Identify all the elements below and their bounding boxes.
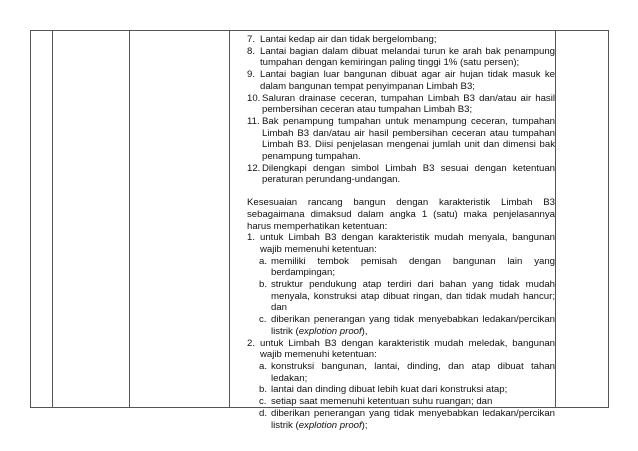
sub-item-text: lantai dan dinding dibuat lebih kuat dari konstruksi atap; [271, 384, 508, 396]
column-divider [229, 31, 230, 407]
sub-item-letter: c. [259, 396, 267, 408]
item-number: 8. [247, 45, 256, 57]
sub-item-text: struktur pendukung atap terdiri dari bahan yang tidak mudah menyala, konstruksi atap dibuat ringan, dan tidak mudah hancur; dan [271, 279, 555, 314]
sub-item-letter: c. [259, 314, 267, 326]
item-number: 12. [247, 162, 261, 174]
sub-item [247, 256, 555, 279]
sub-item-suffix: ); [361, 419, 368, 431]
intro-paragraph: Kesesuaian rancang bangun dengan karakteristik Limbah B3 sebagaimana dimaksud dalam angka 1 (satu) maka penjelasannya harus memperhatikan ketentuan: [247, 197, 555, 232]
item-number: 10. [247, 92, 261, 104]
sub-item [247, 384, 555, 396]
item-text: Lantai kedap air dan tidak bergelombang; [260, 34, 437, 45]
sub-item-letter: a. [259, 255, 268, 267]
sub-item-emphasis: explotion proof [298, 419, 362, 431]
sub-item [247, 361, 555, 384]
item-text: Lantai bagian dalam dibuat melandai turun ke arah bak penampung tumpahan dengan kemiringan paling tinggi 1% (satu persen); [260, 45, 555, 69]
sub-item [247, 408, 555, 431]
section-item [247, 338, 555, 361]
sub-item [247, 314, 555, 337]
item-number: 7. [247, 34, 256, 45]
item-text: Bak penampung tumpahan untuk menampung ceceran, tumpahan Limbah B3 dan/atau air hasil pembersihan ceceran atau tumpahan Limbah B3. Diisi penjelasan mengenai jumlah unit dan dimensi bak penampung tumpahan. [262, 115, 555, 163]
list-item [247, 116, 555, 163]
section-text: untuk Limbah B3 dengan karakteristik mudah menyala, bangunan wajib memenuhi ketentuan: [260, 232, 555, 255]
sub-item-text: diberikan penerangan yang tidak menyebabkan ledakan/percikan listrik ( [271, 314, 555, 337]
content-cell [247, 34, 555, 431]
sub-item [247, 396, 555, 408]
list-item [247, 34, 555, 46]
item-text: Dilengkapi dengan simbol Limbah B3 sesuai dengan ketentuan peraturan perundang-undangan. [262, 162, 555, 186]
column-divider [52, 31, 53, 407]
section-text: untuk Limbah B3 dengan karakteristik mudah meledak, bangunan wajib memenuhi ketentuan: [260, 337, 555, 361]
section-item [247, 232, 555, 255]
sub-item-suffix: ), [361, 325, 368, 337]
item-text: Lantai bagian luar bangunan dibuat agar air hujan tidak masuk ke dalam bangunan tempat penyimpanan Limbah B3; [260, 69, 555, 92]
column-divider [129, 31, 130, 407]
sub-item-text: diberikan penerangan yang tidak menyebabkan ledakan/percikan listrik ( [271, 407, 555, 431]
sub-item-emphasis: explotion proof [298, 325, 362, 337]
list-item [247, 69, 555, 92]
list-item [247, 93, 555, 116]
sub-item-letter: d. [259, 407, 268, 419]
item-number: 11. [247, 115, 260, 127]
sub-item-letter: a. [259, 360, 268, 372]
sub-item-letter: b. [259, 384, 268, 396]
sub-item-text: setiap saat memenuhi ketentuan suhu ruangan; dan [271, 396, 493, 408]
section-number: 2. [247, 337, 256, 349]
list-item [247, 46, 555, 69]
item-number: 9. [247, 69, 256, 81]
sub-item [247, 279, 555, 314]
list-item [247, 163, 555, 186]
section-number: 1. [247, 232, 256, 244]
sub-item-text: konstruksi bangunan, lantai, dinding, dan atap dibuat tahan ledakan; [271, 360, 555, 384]
item-text: Saluran drainase ceceran, tumpahan Limbah B3 dan/atau air hasil pembersihan ceceran atau tumpahan Limbah B3; [262, 92, 555, 116]
sub-item-text: memiliki tembok pemisah dengan bangunan lain yang berdampingan; [271, 255, 555, 279]
column-divider [555, 31, 556, 407]
sub-item-letter: b. [259, 279, 268, 291]
